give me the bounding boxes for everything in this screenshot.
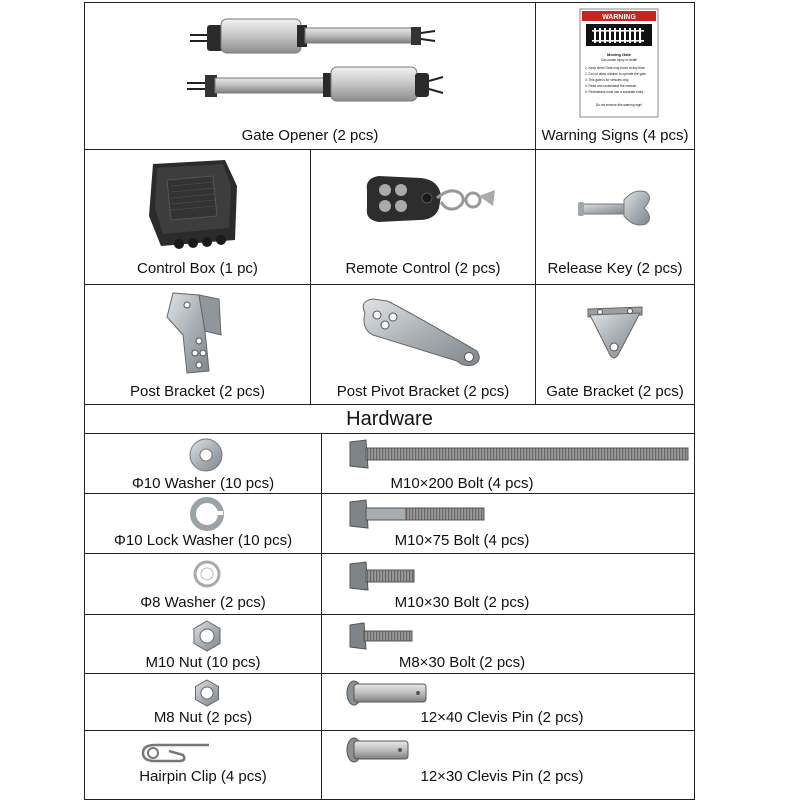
bolt-m10x30-image <box>346 560 416 592</box>
sign-line: 1. Keep clear! Gate may move at any time. <box>585 66 646 70</box>
hardware-left-cell <box>84 433 322 494</box>
post-pivot-bracket-image <box>357 295 487 371</box>
control-box-cell <box>84 149 311 285</box>
hardware-left-label: Hairpin Clip (4 pcs) <box>139 768 267 785</box>
gate-bracket-cell <box>535 284 695 405</box>
hardware-left-label: M8 Nut (2 pcs) <box>153 709 253 726</box>
sign-line: 5. Pedestrians must use a separate entry. <box>585 90 644 94</box>
gate-opener-image <box>185 13 445 108</box>
bolt-m10x200-image <box>346 438 692 470</box>
lock-washer-image <box>191 498 223 530</box>
hardware-header-cell <box>84 404 695 434</box>
control-box-image <box>143 156 243 256</box>
nut-m10-image <box>191 620 223 652</box>
hardware-left-cell <box>84 673 322 731</box>
post-pivot-bracket-label: Post Pivot Bracket (2 pcs) <box>336 383 510 400</box>
post-bracket-cell <box>84 284 311 405</box>
warning-signs-cell <box>535 2 695 150</box>
bolt-m10x75-image <box>346 498 486 530</box>
post-bracket-label: Post Bracket (2 pcs) <box>129 383 266 400</box>
gate-opener-label: Gate Opener (2 pcs) <box>241 127 379 144</box>
post-pivot-bracket-cell <box>310 284 536 405</box>
release-key-image <box>576 184 656 232</box>
hardware-left-label: Φ8 Washer (2 pcs) <box>140 594 266 611</box>
nut-m8-image <box>193 679 221 707</box>
remote-control-cell <box>310 149 536 285</box>
hardware-title: Hardware <box>346 408 433 430</box>
clevis-pin-12x40-image <box>346 680 430 706</box>
gate-opener-upper <box>190 19 435 53</box>
washer-image <box>189 438 223 472</box>
warning-signs-label: Warning Signs (4 pcs) <box>541 127 689 144</box>
hardware-left-cell <box>84 730 322 800</box>
hardware-left-cell <box>84 553 322 615</box>
warning-sign-image <box>580 9 658 117</box>
sign-footer: Do not remove this warning sign! <box>595 103 643 107</box>
hardware-right-cell <box>321 553 695 615</box>
hairpin-clip-image <box>139 739 211 769</box>
hardware-left-cell <box>84 493 322 554</box>
sign-title: WARNING <box>602 14 636 21</box>
sign-line: 3. This gate is for vehicles only. <box>585 78 630 82</box>
gate-bracket-label: Gate Bracket (2 pcs) <box>546 383 684 400</box>
sign-heading: Moving Gate <box>606 52 632 57</box>
hardware-left-label: Φ10 Washer (10 pcs) <box>131 475 275 492</box>
release-key-cell <box>535 149 695 285</box>
sign-line: 2. Do not allow children to operate the gate. <box>585 72 647 76</box>
remote-control-image <box>361 172 501 232</box>
hardware-right-label: M10×30 Bolt (2 pcs) <box>394 594 530 611</box>
hardware-right-label: M8×30 Bolt (2 pcs) <box>398 654 526 671</box>
post-bracket-image <box>165 291 225 375</box>
hardware-right-cell <box>321 673 695 731</box>
remote-control-label: Remote Control (2 pcs) <box>345 260 501 277</box>
release-key-label: Release Key (2 pcs) <box>547 260 683 277</box>
sign-subheading: Can cause injury or death <box>600 58 638 62</box>
hardware-right-label: M10×75 Bolt (4 pcs) <box>394 532 530 549</box>
gate-opener-lower <box>187 67 443 101</box>
gate-bracket-image <box>584 299 648 365</box>
clevis-pin-12x30-image <box>346 737 412 763</box>
hardware-right-label: M10×200 Bolt (4 pcs) <box>390 475 534 492</box>
hardware-right-label: 12×30 Clevis Pin (2 pcs) <box>420 768 584 785</box>
hardware-left-label: M10 Nut (10 pcs) <box>145 654 261 671</box>
hardware-right-label: 12×40 Clevis Pin (2 pcs) <box>420 709 584 726</box>
hardware-right-cell <box>321 493 695 554</box>
hardware-left-label: Φ10 Lock Washer (10 pcs) <box>113 532 293 549</box>
hardware-right-cell <box>321 433 695 494</box>
washer-small-image <box>193 560 221 588</box>
gate-opener-cell <box>84 2 536 150</box>
sign-line: 4. Read and understand the manual. <box>585 84 637 88</box>
bolt-m8x30-image <box>346 621 416 651</box>
hardware-left-cell <box>84 614 322 674</box>
hardware-right-cell <box>321 730 695 800</box>
hardware-right-cell <box>321 614 695 674</box>
control-box-label: Control Box (1 pc) <box>137 260 258 277</box>
